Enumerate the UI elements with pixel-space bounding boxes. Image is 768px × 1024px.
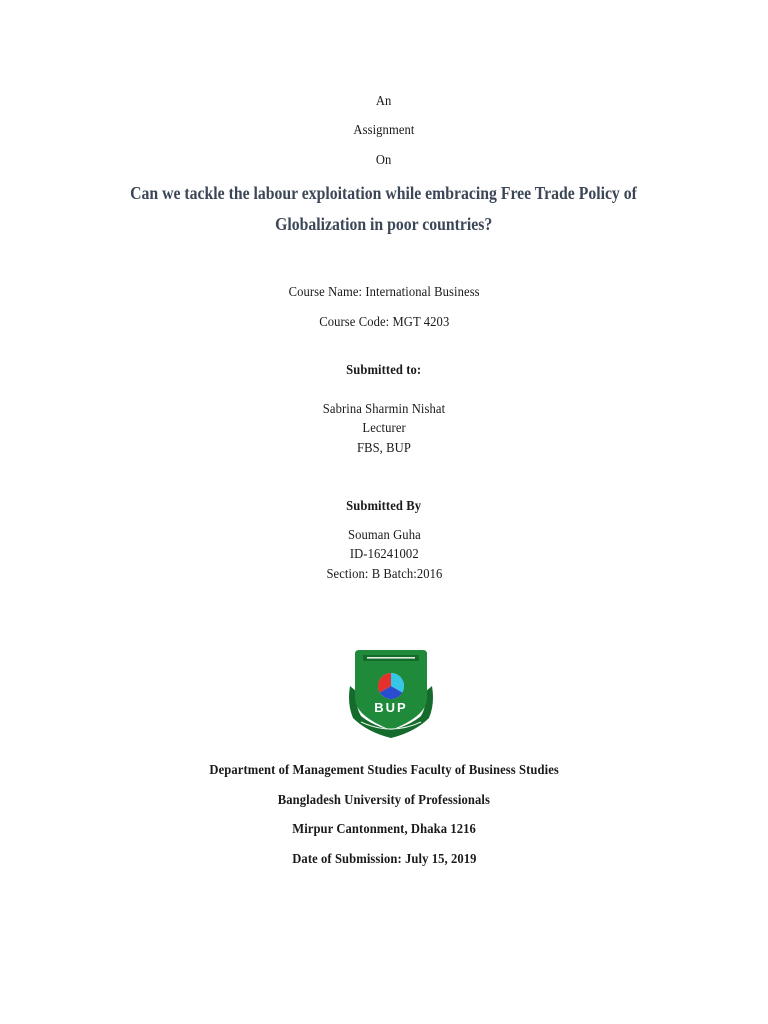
bup-logo	[347, 646, 435, 742]
submitted-by-id: ID-16241002	[349, 547, 419, 562]
logo-text: BUP	[374, 700, 408, 715]
assignment-title-line1: Can we tackle the labour exploitation while embracing Free Trade Policy of	[130, 183, 638, 203]
submitted-by-section: Section: B Batch:2016	[326, 567, 442, 582]
submitted-to-name: Sabrina Sharmin Nishat	[322, 402, 446, 417]
submitted-by-name: Souman Guha	[347, 528, 421, 543]
submitted-by-heading: Submitted By	[346, 499, 422, 514]
header-on: On	[376, 153, 392, 168]
submitted-to-affiliation: FBS, BUP	[357, 441, 411, 456]
header-assignment: Assignment	[353, 123, 415, 138]
assignment-title-line2: Globalization in poor countries?	[275, 214, 493, 234]
submitted-to-designation: Lecturer	[362, 421, 406, 436]
footer-university: Bangladesh University of Professionals	[277, 793, 491, 808]
submitted-to-heading: Submitted to:	[346, 363, 422, 378]
course-code: Course Code: MGT 4203	[318, 315, 450, 330]
footer-department: Department of Management Studies Faculty of Business Studies	[209, 763, 559, 778]
header-an: An	[376, 94, 392, 109]
logo-banner-text	[367, 657, 415, 659]
course-name: Course Name: International Business	[288, 285, 480, 300]
footer-date: Date of Submission: July 15, 2019	[291, 852, 477, 867]
footer-address: Mirpur Cantonment, Dhaka 1216	[292, 822, 476, 837]
